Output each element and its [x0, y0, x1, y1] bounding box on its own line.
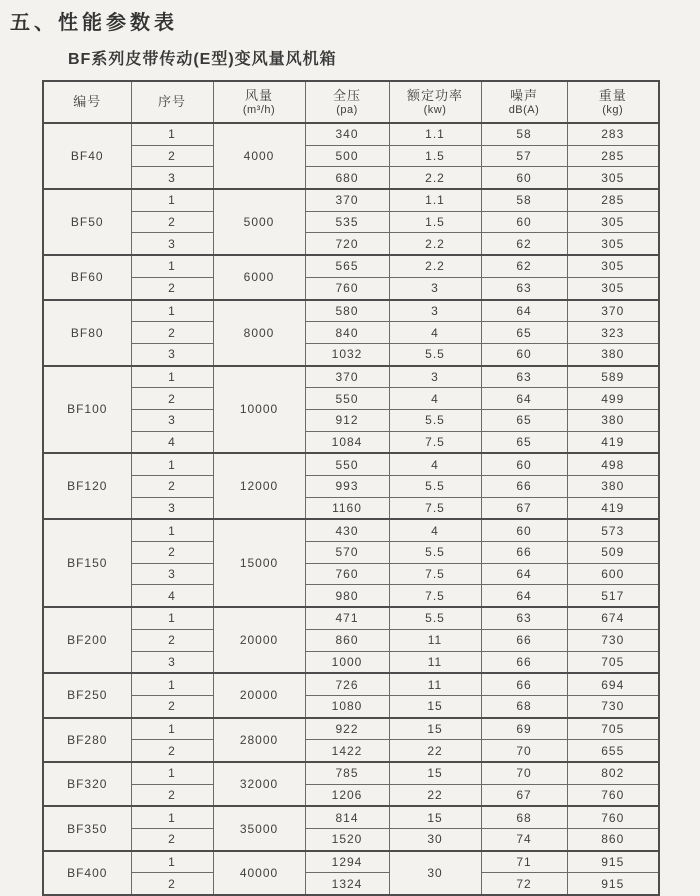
table-row	[43, 343, 659, 365]
cell-noise: 62	[481, 255, 567, 277]
cell-noise: 66	[481, 542, 567, 564]
table-row	[43, 366, 659, 388]
cell-weight: 285	[567, 145, 659, 167]
cell-weight: 305	[567, 277, 659, 299]
cell-pressure: 471	[305, 607, 389, 629]
table-row	[43, 211, 659, 233]
cell-seq: 4	[131, 585, 213, 607]
cell-pressure: 993	[305, 476, 389, 498]
cell-weight: 860	[567, 829, 659, 851]
cell-model: BF120	[43, 453, 131, 519]
cell-power: 7.5	[389, 585, 481, 607]
cell-weight: 498	[567, 453, 659, 475]
cell-weight: 305	[567, 255, 659, 277]
cell-seq: 2	[131, 277, 213, 299]
table-row	[43, 322, 659, 344]
cell-noise: 63	[481, 277, 567, 299]
table-row	[43, 233, 659, 255]
cell-model: BF400	[43, 851, 131, 895]
cell-weight: 499	[567, 388, 659, 410]
cell-noise: 65	[481, 409, 567, 431]
cell-seq: 1	[131, 806, 213, 828]
cell-airflow: 20000	[213, 673, 305, 717]
cell-noise: 65	[481, 431, 567, 453]
cell-noise: 74	[481, 829, 567, 851]
cell-noise: 70	[481, 740, 567, 762]
cell-seq: 1	[131, 255, 213, 277]
cell-weight: 419	[567, 497, 659, 519]
cell-power: 5.5	[389, 343, 481, 365]
table-row	[43, 740, 659, 762]
cell-power: 1.5	[389, 211, 481, 233]
cell-airflow: 6000	[213, 255, 305, 299]
cell-power: 5.5	[389, 476, 481, 498]
cell-noise: 62	[481, 233, 567, 255]
cell-pressure: 580	[305, 300, 389, 322]
cell-noise: 66	[481, 476, 567, 498]
table-row	[43, 607, 659, 629]
cell-pressure: 1324	[305, 873, 389, 895]
cell-noise: 64	[481, 563, 567, 585]
cell-weight: 705	[567, 718, 659, 740]
cell-pressure: 1084	[305, 431, 389, 453]
cell-pressure: 1422	[305, 740, 389, 762]
table-row	[43, 651, 659, 673]
cell-seq: 1	[131, 300, 213, 322]
table-row	[43, 453, 659, 475]
cell-weight: 573	[567, 519, 659, 541]
cell-model: BF50	[43, 189, 131, 255]
cell-seq: 1	[131, 718, 213, 740]
table-row	[43, 629, 659, 651]
cell-noise: 65	[481, 322, 567, 344]
cell-weight: 655	[567, 740, 659, 762]
cell-pressure: 370	[305, 189, 389, 211]
cell-pressure: 760	[305, 563, 389, 585]
cell-noise: 69	[481, 718, 567, 740]
cell-pressure: 720	[305, 233, 389, 255]
cell-pressure: 1294	[305, 851, 389, 873]
cell-pressure: 760	[305, 277, 389, 299]
cell-seq: 1	[131, 366, 213, 388]
column-header-weight: 重量 (kg)	[567, 81, 659, 123]
cell-seq: 1	[131, 607, 213, 629]
cell-power: 11	[389, 673, 481, 695]
table-row	[43, 497, 659, 519]
cell-airflow: 10000	[213, 366, 305, 454]
cell-model: BF200	[43, 607, 131, 673]
cell-seq: 3	[131, 563, 213, 585]
cell-seq: 1	[131, 762, 213, 784]
cell-weight: 730	[567, 629, 659, 651]
cell-weight: 589	[567, 366, 659, 388]
cell-weight: 370	[567, 300, 659, 322]
table-row	[43, 563, 659, 585]
table-row	[43, 762, 659, 784]
cell-noise: 63	[481, 366, 567, 388]
cell-airflow: 8000	[213, 300, 305, 366]
table-row	[43, 851, 659, 873]
cell-weight: 915	[567, 873, 659, 895]
cell-pressure: 340	[305, 123, 389, 145]
cell-seq: 1	[131, 453, 213, 475]
table-row	[43, 695, 659, 717]
cell-pressure: 922	[305, 718, 389, 740]
table-row	[43, 673, 659, 695]
cell-pressure: 912	[305, 409, 389, 431]
table-row	[43, 431, 659, 453]
cell-noise: 58	[481, 189, 567, 211]
cell-power: 2.2	[389, 255, 481, 277]
cell-model: BF350	[43, 806, 131, 850]
cell-weight: 305	[567, 211, 659, 233]
cell-seq: 2	[131, 476, 213, 498]
table-row	[43, 300, 659, 322]
cell-pressure: 980	[305, 585, 389, 607]
cell-model: BF250	[43, 673, 131, 717]
column-header-power: 额定功率 (kw)	[389, 81, 481, 123]
cell-noise: 60	[481, 211, 567, 233]
cell-power: 3	[389, 277, 481, 299]
table-row	[43, 167, 659, 189]
cell-seq: 1	[131, 673, 213, 695]
cell-power: 2.2	[389, 233, 481, 255]
cell-airflow: 4000	[213, 123, 305, 189]
cell-seq: 2	[131, 542, 213, 564]
cell-pressure: 860	[305, 629, 389, 651]
cell-weight: 705	[567, 651, 659, 673]
column-header-seq: 序号	[131, 81, 213, 123]
cell-pressure: 1520	[305, 829, 389, 851]
cell-seq: 2	[131, 695, 213, 717]
table-row	[43, 123, 659, 145]
cell-pressure: 500	[305, 145, 389, 167]
column-header-airflow: 风量 (m³/h)	[213, 81, 305, 123]
cell-noise: 72	[481, 873, 567, 895]
cell-power: 3	[389, 366, 481, 388]
page-title: 五、性能参数表	[10, 12, 178, 34]
cell-seq: 3	[131, 497, 213, 519]
cell-power: 4	[389, 519, 481, 541]
table-row	[43, 718, 659, 740]
cell-seq: 2	[131, 145, 213, 167]
cell-power: 1.5	[389, 145, 481, 167]
cell-power: 2.2	[389, 167, 481, 189]
cell-weight: 283	[567, 123, 659, 145]
performance-table	[42, 80, 660, 896]
cell-pressure: 535	[305, 211, 389, 233]
cell-pressure: 565	[305, 255, 389, 277]
table-row	[43, 585, 659, 607]
cell-seq: 3	[131, 233, 213, 255]
cell-power: 30	[389, 851, 481, 895]
cell-model: BF60	[43, 255, 131, 299]
cell-noise: 66	[481, 629, 567, 651]
table-row	[43, 145, 659, 167]
cell-model: BF150	[43, 519, 131, 607]
cell-weight: 305	[567, 167, 659, 189]
cell-power: 1.1	[389, 123, 481, 145]
cell-power: 4	[389, 322, 481, 344]
cell-airflow: 12000	[213, 453, 305, 519]
cell-seq: 3	[131, 409, 213, 431]
cell-noise: 68	[481, 695, 567, 717]
cell-power: 4	[389, 453, 481, 475]
cell-pressure: 726	[305, 673, 389, 695]
cell-weight: 305	[567, 233, 659, 255]
cell-power: 1.1	[389, 189, 481, 211]
cell-power: 7.5	[389, 431, 481, 453]
cell-pressure: 550	[305, 453, 389, 475]
cell-pressure: 814	[305, 806, 389, 828]
cell-power: 22	[389, 740, 481, 762]
cell-pressure: 430	[305, 519, 389, 541]
cell-weight: 760	[567, 784, 659, 806]
cell-model: BF280	[43, 718, 131, 762]
cell-seq: 1	[131, 189, 213, 211]
cell-power: 30	[389, 829, 481, 851]
cell-weight: 380	[567, 476, 659, 498]
cell-weight: 802	[567, 762, 659, 784]
cell-noise: 70	[481, 762, 567, 784]
cell-power: 11	[389, 629, 481, 651]
table-row	[43, 519, 659, 541]
cell-power: 7.5	[389, 497, 481, 519]
cell-noise: 66	[481, 651, 567, 673]
table-row	[43, 277, 659, 299]
cell-noise: 58	[481, 123, 567, 145]
cell-noise: 66	[481, 673, 567, 695]
cell-power: 22	[389, 784, 481, 806]
cell-power: 5.5	[389, 542, 481, 564]
cell-weight: 509	[567, 542, 659, 564]
cell-weight: 600	[567, 563, 659, 585]
cell-power: 5.5	[389, 607, 481, 629]
cell-airflow: 35000	[213, 806, 305, 850]
cell-noise: 64	[481, 388, 567, 410]
table-row	[43, 806, 659, 828]
cell-power: 5.5	[389, 409, 481, 431]
cell-airflow: 20000	[213, 607, 305, 673]
cell-model: BF40	[43, 123, 131, 189]
cell-weight: 419	[567, 431, 659, 453]
cell-weight: 380	[567, 409, 659, 431]
cell-model: BF80	[43, 300, 131, 366]
cell-weight: 694	[567, 673, 659, 695]
table-row	[43, 409, 659, 431]
table-row	[43, 476, 659, 498]
cell-pressure: 1000	[305, 651, 389, 673]
cell-seq: 3	[131, 167, 213, 189]
cell-airflow: 40000	[213, 851, 305, 895]
table-row	[43, 388, 659, 410]
cell-noise: 68	[481, 806, 567, 828]
cell-pressure: 1160	[305, 497, 389, 519]
cell-noise: 63	[481, 607, 567, 629]
cell-noise: 67	[481, 497, 567, 519]
cell-airflow: 5000	[213, 189, 305, 255]
cell-pressure: 1206	[305, 784, 389, 806]
cell-power: 15	[389, 718, 481, 740]
cell-airflow: 15000	[213, 519, 305, 607]
cell-seq: 4	[131, 431, 213, 453]
cell-seq: 2	[131, 740, 213, 762]
table-row	[43, 829, 659, 851]
header-row	[43, 81, 659, 123]
cell-seq: 1	[131, 851, 213, 873]
table-row	[43, 542, 659, 564]
cell-power: 15	[389, 695, 481, 717]
cell-pressure: 370	[305, 366, 389, 388]
cell-noise: 71	[481, 851, 567, 873]
column-header-noise: 噪声 dB(A)	[481, 81, 567, 123]
table-row	[43, 784, 659, 806]
cell-noise: 60	[481, 519, 567, 541]
column-header-model: 编号	[43, 81, 131, 123]
cell-weight: 517	[567, 585, 659, 607]
cell-power: 11	[389, 651, 481, 673]
cell-weight: 323	[567, 322, 659, 344]
cell-pressure: 840	[305, 322, 389, 344]
cell-seq: 2	[131, 873, 213, 895]
cell-seq: 1	[131, 519, 213, 541]
cell-seq: 2	[131, 388, 213, 410]
cell-noise: 67	[481, 784, 567, 806]
cell-seq: 3	[131, 343, 213, 365]
cell-noise: 64	[481, 585, 567, 607]
cell-seq: 3	[131, 651, 213, 673]
cell-seq: 2	[131, 629, 213, 651]
cell-weight: 730	[567, 695, 659, 717]
cell-pressure: 1080	[305, 695, 389, 717]
cell-seq: 2	[131, 322, 213, 344]
cell-noise: 60	[481, 343, 567, 365]
cell-power: 7.5	[389, 563, 481, 585]
cell-weight: 674	[567, 607, 659, 629]
cell-pressure: 785	[305, 762, 389, 784]
cell-pressure: 550	[305, 388, 389, 410]
cell-seq: 2	[131, 211, 213, 233]
cell-airflow: 32000	[213, 762, 305, 806]
cell-noise: 60	[481, 167, 567, 189]
cell-pressure: 570	[305, 542, 389, 564]
cell-seq: 2	[131, 829, 213, 851]
column-header-pressure: 全压 (pa)	[305, 81, 389, 123]
cell-pressure: 1032	[305, 343, 389, 365]
cell-power: 15	[389, 806, 481, 828]
cell-seq: 1	[131, 123, 213, 145]
cell-pressure: 680	[305, 167, 389, 189]
cell-weight: 285	[567, 189, 659, 211]
cell-power: 3	[389, 300, 481, 322]
cell-weight: 915	[567, 851, 659, 873]
cell-model: BF320	[43, 762, 131, 806]
table-row	[43, 255, 659, 277]
cell-weight: 760	[567, 806, 659, 828]
cell-seq: 2	[131, 784, 213, 806]
table-title: BF系列皮带传动(E型)变风量风机箱	[68, 51, 337, 68]
cell-noise: 64	[481, 300, 567, 322]
cell-model: BF100	[43, 366, 131, 454]
cell-weight: 380	[567, 343, 659, 365]
table-row	[43, 873, 659, 895]
cell-power: 15	[389, 762, 481, 784]
table-row	[43, 189, 659, 211]
cell-noise: 60	[481, 453, 567, 475]
cell-noise: 57	[481, 145, 567, 167]
cell-airflow: 28000	[213, 718, 305, 762]
cell-power: 4	[389, 388, 481, 410]
